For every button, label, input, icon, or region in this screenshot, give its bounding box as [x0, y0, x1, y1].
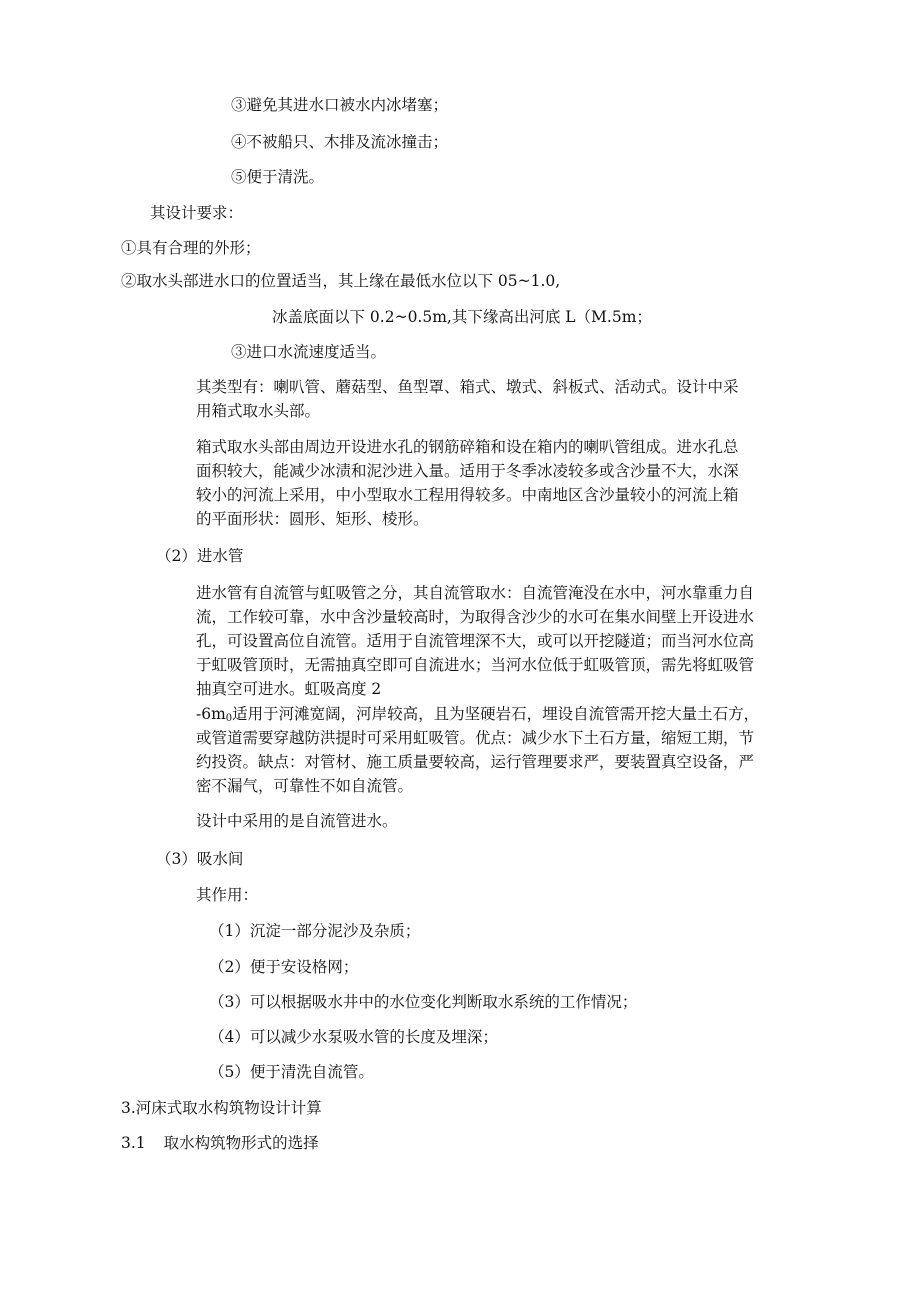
paragraph-line: 流，工作较可靠，水中含沙量较高时，为取得含沙少的水可在集水间壁上开设进水 [196, 608, 755, 626]
intro-item: ④不被船只、木排及流冰撞击； [231, 133, 449, 151]
section-heading-inlet-pipe: （2）进水管 [156, 547, 244, 565]
intro-item: ③避免其进水口被水内冰堵塞； [231, 96, 449, 114]
paragraph-line: 于虹吸管顶时，无需抽真空即可自流进水；当河水位低于虹吸管顶，需先将虹吸管 [196, 656, 755, 674]
list-item: （1）沉淀一部分泥沙及杂质； [209, 922, 421, 940]
line-text: 适用于河滩宽阔，河岸较高，且为坚硬岩石，埋设自流管需开挖大量土石方， [232, 705, 760, 723]
intro-item: ⑤便于清洗。 [231, 168, 325, 186]
siphon-height-value: -6m [196, 705, 226, 723]
function-heading: 其作用： [196, 886, 259, 904]
paragraph-line: 面积较大，能减少冰渍和泥沙进入量。适用于冬季冰凌较多或含沙量不大，水深 [196, 462, 739, 480]
paragraph-line: 约投资。缺点：对管材、施工质量要较高，运行管理要求严，要装置真空设备，严 [196, 753, 755, 771]
paragraph-line: 箱式取水头部由周边开设进水孔的钢筋碎箱和设在箱内的喇叭管组成。进水孔总 [196, 438, 739, 456]
section-heading-suction-well: （3）吸水间 [156, 850, 244, 868]
subsection-number: 3.1 [121, 1134, 146, 1152]
list-item: （3）可以根据吸水井中的水位变化判断取水系统的工作情况； [209, 993, 638, 1011]
paragraph-line: 密不漏气，可靠性不如自流管。 [196, 777, 414, 795]
subscript: 0 [225, 713, 233, 724]
paragraph-line: 抽真空可进水。虹吸高度 2 [196, 680, 382, 698]
paragraph-line: 较小的河流上采用，中小型取水工程用得较多。中南地区含沙量较小的河流上箱 [196, 486, 739, 504]
subsection-heading [121, 1132, 319, 1154]
paragraph-line: 进水管有自流管与虹吸管之分，其自流管取水：自流管淹没在水中，河水靠重力自 [196, 584, 755, 602]
list-item: （2）便于安设格网； [209, 958, 359, 976]
paragraph-line [196, 703, 759, 730]
subsection-title: 取水构筑物形式的选择 [163, 1134, 319, 1152]
paragraph-line: 孔，可设置高位自流管。适用于自流管埋深不大，或可以开挖隧道；而当河水位高 [196, 632, 755, 650]
design-requirements-heading: 其设计要求： [150, 204, 244, 222]
list-item: （4）可以减少水泵吸水管的长度及埋深； [209, 1028, 498, 1046]
design-requirement: ③进口水流速度适当。 [231, 343, 387, 361]
design-requirement: ①具有合理的外形； [121, 239, 261, 257]
design-requirement-continued: 冰盖底面以下 0.2~0.5m,其下缘高出河底 L（M.5m； [272, 308, 652, 326]
list-item: （5）便于清洗自流管。 [209, 1063, 374, 1081]
paragraph-line: 的平面形状：圆形、矩形、棱形。 [196, 510, 429, 528]
paragraph-line: 用箱式取水头部。 [196, 402, 321, 420]
pipe-conclusion: 设计中采用的是自流管进水。 [196, 812, 398, 830]
design-requirement: ②取水头部进水口的位置适当，其上缘在最低水位以下 05~1.0, [121, 272, 561, 290]
paragraph-line: 其类型有：喇叭管、蘑菇型、鱼型罩、箱式、墩式、斜板式、活动式。设计中采 [196, 378, 739, 396]
paragraph-line: 或管道需要穿越防洪提时可采用虹吸管。优点：减少水下土石方量，缩短工期，节 [196, 729, 755, 747]
chapter-heading: 3.河床式取水构筑物设计计算 [121, 1099, 322, 1117]
